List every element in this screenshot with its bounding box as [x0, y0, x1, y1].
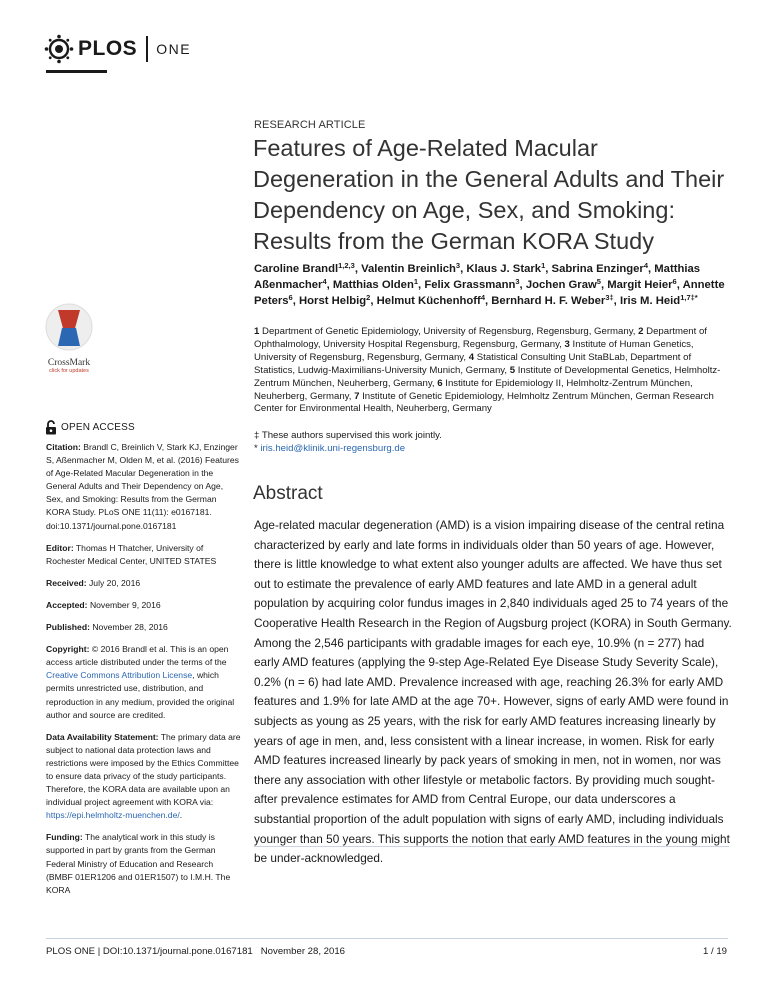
editor-block [46, 542, 241, 568]
author-name: Matthias Aßenmacher [254, 263, 701, 291]
published-block [46, 621, 241, 634]
author-name: Valentin Breinlich [361, 263, 456, 275]
published-label: Published: [46, 622, 90, 633]
author-affiliation-marker: 2 [366, 292, 371, 302]
copyright-text: © 2016 Brandl et al. This is an open access article distributed under the terms of the [46, 644, 229, 668]
article-info-sidebar [46, 441, 241, 906]
page-number: 1 / 19 [703, 946, 728, 957]
author-name: Iris M. Heid [619, 294, 681, 307]
affiliation-text: Statistical Consulting Unit StaBLab, Department of Statistics, Ludwig-Maximilians-University Munich, Germany, [254, 351, 692, 376]
copyright-text-end: , which permits unrestricted use, distribution, and reproduction in any medium, provided the original author and source are credited. [46, 670, 235, 720]
author-name: Klaus J. Stark [466, 263, 542, 275]
accepted-date: November 9, 2016 [89, 599, 161, 610]
data-link[interactable]: https://epi.helmholtz-muenchen.de/ [46, 810, 180, 821]
crossmark-sublabel: click for updates [49, 368, 89, 374]
author-name: Felix Grassmann [424, 278, 516, 291]
editor-text: Thomas H Thatcher, University of Rochester Medical Center, UNITED STATES [46, 542, 217, 566]
received-block [46, 577, 241, 590]
author-affiliation-marker: 1,7‡* [680, 292, 698, 302]
author-affiliation-marker: 6 [672, 276, 677, 286]
affiliation-text: Institute of Genetic Epidemiology, Helmholtz Zentrum München, German Research Center for Environmental Health, Neuherberg, Germany [254, 390, 714, 415]
author-name: Jochen Graw [525, 278, 597, 291]
affiliation-number: 7 [354, 390, 363, 402]
author-name: Margit Heier [607, 278, 673, 291]
corresponding-note [254, 443, 734, 456]
author-name: Annette Peters [254, 278, 725, 307]
author-affiliation-marker: 3 [455, 261, 461, 270]
author-name: Sabrina Enzinger [551, 263, 644, 275]
affiliation-text: Institute of Developmental Genetics, Helmholtz-Zentrum München, Neuherberg, Germany, [254, 364, 721, 389]
crossmark-label: CrossMark [47, 358, 91, 368]
author-affiliation-marker: 4 [480, 292, 485, 302]
author-affiliation-marker: 1 [541, 261, 546, 270]
author-affiliation-marker: 1,2,3 [338, 261, 355, 270]
received-date: July 20, 2016 [89, 577, 141, 588]
author-affiliation-marker: 3 [515, 276, 520, 286]
accepted-block [46, 599, 241, 612]
citation-block [46, 441, 241, 533]
editor-label: Editor: [46, 542, 74, 553]
author-affiliation-marker: 1 [413, 276, 419, 286]
abstract-body: Age-related macular degeneration (AMD) is a vision impairing disease of the central retina characterized by early and late forms in individuals older than 50 years of age. However, there is little knowledge to what extent also younger adults are affected. We have thus set out to estimate the prevalence of early AMD features and late AMD in a general adult population by acquiring color fundus images in 2,840 individuals aged 25 to 74 years of the Cooperative Health Research in the Region of Augsburg project (KORA) in South Germany. Among the 2,546 participants with gradable images for each eye, 10.9% (n = 277) had early AMD features (applying the 9-step Age-Related Eye Disease Study Severity Scale), 0.2% (n = 6) had late AMD. Prevalence increased with age, reaching 26.3% for early AMD features and 1.9% for late AMD at the age 70+. However, signs of early AMD were found in subjects as young as 25 years, with the risk for early AMD features increasing linearly by years of age in men, and, less consistent with a linear increase, in women. Risk for early AMD features increased linearly by pack years of smoking in men, not in women, nor was there any association with other lifestyle or metabolic factors. By providing much sought-after prevalence estimates for AMD from Central Europe, our data underscores a substantial proportion of the adult population with signs of early AMD, including individuals younger than 50 years. This supports the notion that early AMD features in the young might be under-acknowledged. [254, 518, 732, 866]
author-affiliation-marker: 4 [643, 261, 648, 270]
affiliation-number: 6 [437, 377, 446, 389]
open-access-badge [45, 420, 135, 435]
funding-block [46, 831, 241, 896]
author-name: Helmut Küchenhoff [376, 294, 481, 307]
open-lock-icon [45, 420, 57, 435]
affiliation-text: Institute of Human Genetics, University of Regensburg, Regensburg, Germany, [254, 338, 694, 363]
data-availability-text: The primary data are subject to national data protection laws and restrictions were imposed by the Ethics Committee to ensure data privacy of the study participants. Therefore, the KORA data are available upon an individual project agreement with KORA via: [46, 731, 241, 808]
footer-citation: PLOS ONE | DOI:10.1371/journal.pone.0167181 November 28, 2016 [46, 946, 346, 957]
journal-logo [44, 34, 191, 64]
author-list: Caroline Brandl$^{1,2,3}$, Valentin Breinlich$^3$, Klaus J. Stark$^1$, Sabrina Enzinger$^4$, Matthias Aßenmacher$^4$, Matthias Olden$^1$, Felix Grassmann$^3$, Jochen Graw$^5$, Margit Heier$^6$, Annette Peters$^6$, Horst Helbig$^2$, Helmut Küchenhoff$^4$, Bernhard H. F. Weber$^{3\ddagger}$, Iris M. Heid$^{1,7\ddagger*}$ [254, 261, 725, 307]
author-affiliation-marker: 6 [288, 292, 293, 302]
copyright-label: Copyright: [46, 644, 90, 655]
data-availability-end: . [179, 810, 183, 821]
citation-label: Citation: [46, 442, 81, 452]
license-link[interactable]: Creative Commons Attribution License [46, 670, 193, 681]
data-availability-block [46, 731, 241, 823]
affiliation-text: Department of Genetic Epidemiology, University of Regensburg, Regensburg, Germany, [262, 326, 636, 337]
author-name: Horst Helbig [299, 294, 367, 307]
logo-divider [146, 36, 148, 62]
abstract-heading: Abstract [253, 483, 323, 504]
affiliation-number: 5 [509, 364, 518, 376]
affiliation-number: 4 [468, 351, 477, 363]
author-name: Matthias Olden [332, 278, 414, 291]
published-date: November 28, 2016 [92, 622, 168, 633]
open-access-label: OPEN ACCESS [61, 422, 135, 433]
affiliation-text: Department of Ophthalmology, University Hospital Regensburg, Regensburg, Germany, [254, 326, 707, 350]
crossmark-badge[interactable] [40, 302, 98, 374]
received-label: Received: [46, 577, 87, 588]
article-title: Features of Age-Related Macular Degeneration in the General Adults and Their Dependency on Age, Sex, and Smoking: Results from the German KORA Study [253, 135, 725, 254]
author-affiliation-marker: 4 [322, 276, 327, 286]
affiliation-number: 2 [638, 326, 647, 337]
corresponding-email-link[interactable]: iris.heid@klinik.uni-regensburg.de [260, 442, 406, 454]
affiliation-text: Institute for Epidemiology II, Helmholtz-Zentrum München, Neuherberg, Germany, [254, 377, 693, 402]
copyright-block [46, 643, 241, 722]
supervised-note: ‡ These authors supervised this work jointly. [254, 430, 442, 441]
plos-logo-icon [44, 34, 74, 64]
corresponding-mark: * [254, 442, 258, 454]
accepted-label: Accepted: [46, 599, 88, 610]
affiliation-number: 3 [564, 338, 573, 350]
logo-underline [46, 70, 107, 73]
article-type: RESEARCH ARTICLE [254, 119, 366, 131]
funding-label: Funding: [46, 832, 83, 843]
affiliation-list [254, 326, 734, 416]
funding-text: The analytical work in this study is supported in part by grants from the German Federal Ministry of Education and Research (BMBF 01ER1206 and 01ER1507) to I.M.H. The KORA [46, 832, 231, 895]
author-affiliation-marker: 5 [596, 276, 601, 286]
author-notes [254, 430, 734, 456]
affiliation-number: 1 [254, 326, 263, 337]
author-name: Caroline Brandl [254, 263, 339, 275]
citation-text: Brandl C, Breinlich V, Stark KJ, Enzinger S, Aßenmacher M, Olden M, et al. (2016) Features of Age-Related Macular Degeneration in the General Adults and Their Dependency on Age, Sex, and Smoking: Results from the German KORA Study. PLoS ONE 11(11): e0167181. doi:10.1371/journal.pone.0167181 [46, 442, 239, 531]
footer-divider [46, 938, 728, 939]
crossmark-icon [44, 302, 94, 354]
abstract-divider [254, 846, 729, 847]
data-availability-label: Data Availability Statement: [46, 731, 159, 742]
author-affiliation-marker: 3‡ [605, 292, 614, 302]
journal-subname: ONE [156, 41, 192, 57]
journal-name: PLOS [78, 37, 138, 60]
author-name: Bernhard H. F. Weber [491, 294, 606, 307]
